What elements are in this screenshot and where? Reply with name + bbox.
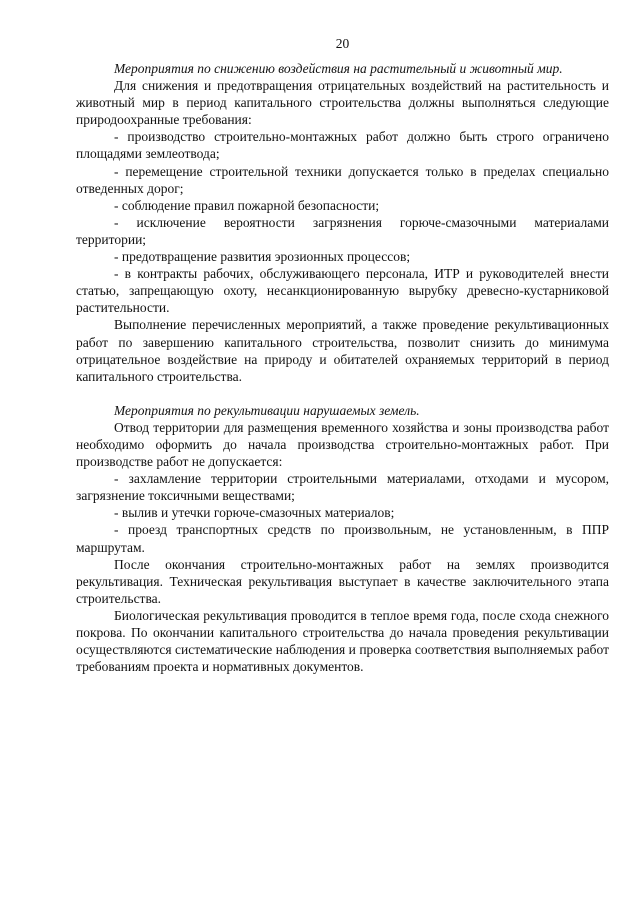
list-item: - захламление территории строительными материалами, отходами и мусором, загрязнение токсичными веществами; — [76, 471, 609, 504]
list-item: - исключение вероятности загрязнения горюче-смазочными материалами территории; — [76, 214, 609, 247]
section-heading: Мероприятия по снижению воздействия на растительный и животный мир. — [114, 61, 563, 76]
list-item: - проезд транспортных средств по произвольным, не установленным, в ППР маршрутам. — [76, 522, 609, 555]
section-plant-animal-measures — [76, 60, 609, 385]
paragraph: Биологическая рекультивация проводится в теплое время года, после схода снежного покрова. По окончании капитального строительства до начала проведения рекультивации осуществляются систематические наблюдения и проверка соответствия выполняемых работ требованиям проекта и нормативных документов. — [76, 607, 609, 675]
paragraph: После окончания строительно-монтажных работ на землях производится рекультивация. Техническая рекультивация выступает в качестве заключительного этапа строительства. — [76, 556, 609, 606]
page-number: 20 — [335, 36, 350, 51]
list-item: - перемещение строительной техники допускается только в пределах специально отведенных дорог; — [76, 163, 609, 196]
section-heading: Мероприятия по рекультивации нарушаемых земель. — [114, 402, 420, 418]
paragraph: Выполнение перечисленных мероприятий, а также проведение рекультивационных работ по завершению капитального строительства, позволит снизить до минимума отрицательное воздействие на природу и обитателей охраняемых территорий в период капитального строительства. — [76, 317, 609, 384]
section-land-reclamation — [76, 402, 609, 676]
list-item: - производство строительно-монтажных работ должно быть строго ограничено площадями землеотвода; — [76, 129, 609, 162]
section-spacer — [76, 385, 609, 402]
paragraph: Отвод территории для размещения временного хозяйства и зоны производства работ необходимо оформить до начала производства строительно-монтажных работ. При производстве работ не допускается: — [76, 419, 609, 470]
list-item: - вылив и утечки горюче-смазочных материалов; — [114, 505, 395, 521]
list-item: - в контракты рабочих, обслуживающего персонала, ИТР и руководителей внести статью, запрещающую охоту, несанкционированную вырубку древесно-кустарниковой растительности. — [76, 266, 609, 316]
document-page — [76, 34, 609, 675]
list-item: - предотвращение развития эрозионных процессов; — [114, 249, 411, 265]
paragraph: Для снижения и предотвращения отрицательных воздействий на растительность и животный мир в период капитального строительства должны выполняться следующие природоохранные требования: — [76, 78, 609, 128]
list-item: - соблюдение правил пожарной безопасности; — [114, 197, 380, 213]
